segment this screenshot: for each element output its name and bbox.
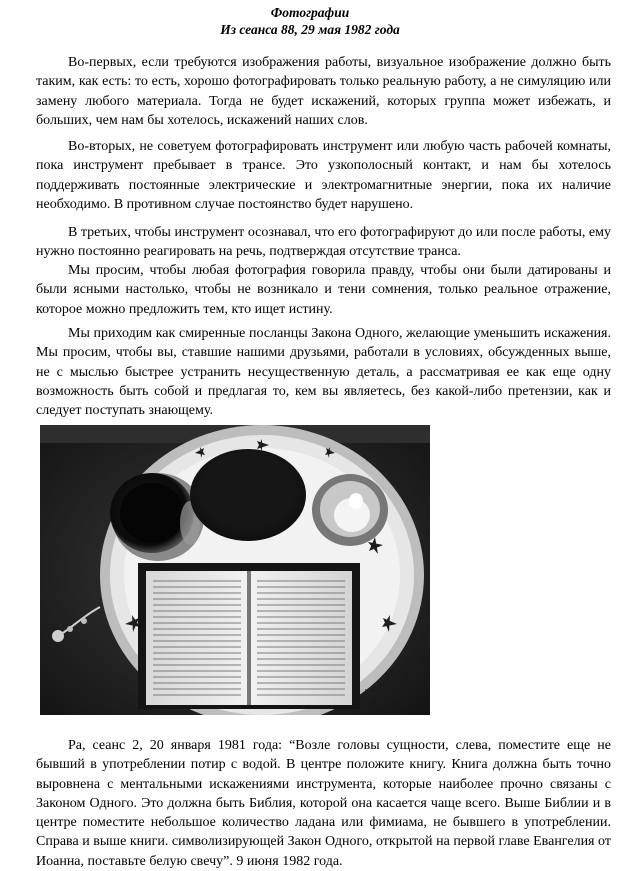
- document-title: Фотографии: [270, 5, 350, 20]
- paragraph-third: В третьих, чтобы инструмент осознавал, что его фотографируют до или после работы, ему нужно постоянно реагировать на речь, подтверждая отсутствие транса.: [36, 225, 611, 260]
- photo-caption: Ра, сеанс 2, 20 января 1981 года: “Возле головы сущности, слева, поместите еще не бывший в употреблении потир с водой. В центре положите книгу. Книга должна быть точно выровнена с ментальными искажениями инструмента, которые наиболее прочно связаны с Законом Одного. Это должна быть Библия, которой она касается чаще всего. Выше Библии и в центре поместите небольшое количество ладана или фимиама, не бывшего в употреблении. Справа и выше книги. символизирующей Закон Одного, открытой на первой главе Евангелия от Иоанна, поставьте белую свечу”. 9 июня 1982 года.: [36, 738, 611, 869]
- paragraph-fifth: Мы приходим как смиренные посланцы Закона Одного, желающие уменьшить искажения. Мы просим, чтобы вы, ставшие нашими друзьями, работали в условиях, обсужденных выше, не с мыслью быстрее устранить несущественную деталь, а рассматривая ее как еще одну возможность быть собой и предлагая то, кем вы являетесь, без какой-либо претензии, как и следует поступать знающему.: [36, 326, 611, 419]
- paragraph-second: Во-вторых, не советуем фотографировать инструмент или любую часть рабочей комнаты, пока инструмент пребывает в трансе. Это узкополосный контакт, и нам бы хотелось поддерживать постоянные электрические и электромагнитные энергии, пока их наличие необходимо. В противном случае постоянство будет нарушено.: [36, 139, 611, 212]
- open-bible-icon: [138, 563, 360, 709]
- incense-bowl-icon: [190, 449, 306, 541]
- ritual-setup-photo: [40, 425, 430, 715]
- paragraph-fourth: Мы просим, чтобы любая фотография говорила правду, чтобы они были датированы и были ясными настолько, чтобы не возникало и тени сомнения, только реальное отражение, которое можно предложить тем, кто ищет истину.: [36, 263, 611, 317]
- document-subtitle: Из сеанса 88, 29 мая 1982 года: [220, 22, 400, 37]
- candle-icon: [312, 474, 388, 546]
- paragraph-first: Во-первых, если требуются изображения работы, визуальное изображение должно быть таким, как есть: то есть, хорошо фотографировать только реальную работу, а не симуляцию или замену любого материала. Тогда не будет искажений, которых группа может избежать, и больших, чем нам бы хотелось, искажений наших слов.: [36, 55, 611, 128]
